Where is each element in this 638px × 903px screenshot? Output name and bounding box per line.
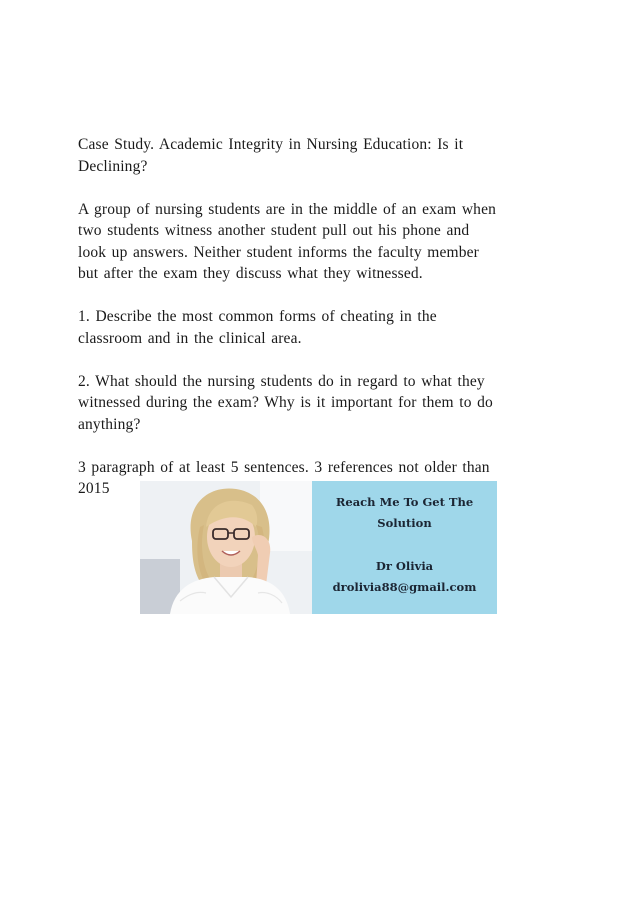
text-line: witnessed during the exam? Why is it important for them to do — [78, 394, 493, 411]
text-line: 3 paragraph of at least 5 sentences. 3 references not older than — [78, 458, 490, 476]
text-line: 2015 — [78, 480, 110, 497]
text-line: classroom and in the clinical area. — [78, 329, 302, 347]
woman-photo-illustration — [140, 481, 312, 614]
question-1 — [78, 306, 548, 349]
contact-email: drolivia88@gmail.com — [332, 580, 477, 594]
text-line: Declining? — [78, 157, 148, 175]
text-line: 2. What should the nursing students do in regard to what they — [78, 372, 485, 390]
scenario-paragraph — [78, 199, 548, 285]
ad-headline-line-1: Reach Me To Get The — [335, 495, 474, 509]
question-2 — [78, 371, 548, 436]
text-line: anything? — [78, 415, 141, 433]
document-body — [78, 134, 548, 521]
text-line: Case Study. Academic Integrity in Nursing Education: Is it — [78, 136, 464, 153]
text-line: but after the exam they discuss what they witnessed. — [78, 265, 423, 282]
woman-photo — [140, 481, 312, 614]
ad-headline-line-2: Solution — [377, 516, 432, 530]
text-line: two students witness another student pull out his phone and — [78, 222, 470, 239]
contact-panel — [312, 481, 497, 614]
contact-ad-banner — [140, 481, 497, 614]
text-line: look up answers. Neither student informs the faculty member — [78, 243, 479, 261]
case-study-title — [78, 134, 548, 177]
contact-name: Dr Olivia — [375, 559, 434, 573]
text-line: 1. Describe the most common forms of cheating in the — [78, 308, 437, 325]
text-line: A group of nursing students are in the middle of an exam when — [78, 200, 497, 218]
